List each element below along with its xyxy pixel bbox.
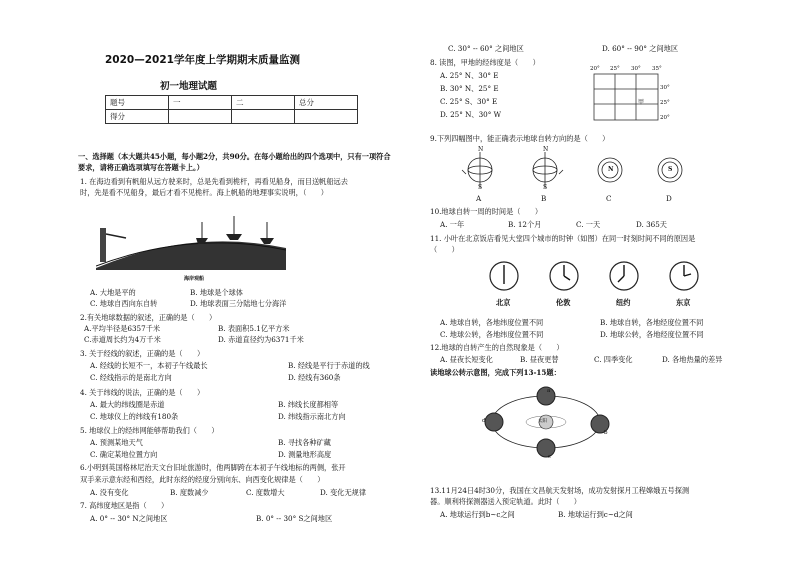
q1-stem: 1. 在海边看到有帆船从远方驶来时，总是先看到桅杆，再看见船身，而目送帆船远去 (80, 177, 348, 186)
option[interactable]: A. 没有变化 (90, 488, 129, 497)
option[interactable]: C. 25° S、30° E (440, 97, 498, 106)
q6-stem: 双手来示意东经和西经，此时东经的经度分别向东、向西变化规律是（ ） (80, 475, 325, 484)
grid-mark: 甲 (638, 99, 645, 106)
score-cell: 得分 (106, 110, 169, 124)
option[interactable]: C. 经线指示的是南北方向 (90, 373, 172, 382)
pole-label: S (668, 166, 673, 173)
option[interactable]: A. 预测某地天气 (90, 438, 143, 447)
diagram-label[interactable]: B (541, 194, 547, 203)
option[interactable]: A. 最大的纬线圈是赤道 (90, 400, 165, 409)
grid-label: 35° (652, 66, 662, 72)
q10-stem: 10.地球自转一周的时间是（ ） (430, 207, 543, 216)
option[interactable]: C.赤道周长约为4万千米 (84, 335, 161, 344)
pole-label: S (478, 184, 483, 191)
diagram-label[interactable]: C (606, 194, 612, 203)
clocks (486, 260, 726, 296)
grid-label: 30° (660, 85, 670, 91)
grid-label: 20° (590, 66, 600, 72)
score-cell[interactable] (169, 110, 232, 124)
option[interactable]: D. 地球表面三分陆地七分海洋 (190, 299, 287, 308)
diagram-label[interactable]: D (666, 194, 672, 203)
orbit-label: c (548, 454, 552, 460)
q13-stem: 器。顺利将探测器送入预定轨道。此时（ ） (430, 497, 581, 506)
option[interactable]: A. 地球运行到b~c之间 (440, 510, 515, 519)
pole-label: N (543, 146, 549, 153)
option[interactable]: B. 12个月 (508, 220, 542, 229)
exam-subtitle: 初一地理试题 (160, 81, 218, 92)
q11-stem: 11. 小叶在北京饭店看见大堂四个城市的时钟（如图）在同一时刻时间不同的原因是 (430, 234, 696, 243)
option[interactable]: B. 30° N、25° E (440, 84, 499, 93)
option[interactable]: C. 地球仪上的纬线有180条 (90, 412, 179, 421)
q7-stem: 7. 高纬度地区是指（ ） (80, 501, 169, 510)
pole-label: N (608, 166, 614, 173)
pole-label: S (543, 184, 548, 191)
score-cell: 题号 (106, 96, 169, 110)
ship-caption: 海岸观船 (184, 276, 205, 282)
option[interactable]: B. 0° -- 30° S之间地区 (256, 514, 333, 523)
orbit-label: b (604, 430, 608, 436)
option[interactable]: B. 经线是平行于赤道的线 (288, 361, 370, 370)
grid-label: 20° (660, 115, 670, 121)
score-table (105, 95, 358, 124)
option[interactable]: D. 变化无规律 (320, 488, 367, 497)
clock-city: 东京 (676, 298, 691, 307)
q11-stem: （ ） (430, 245, 459, 254)
score-cell: 一 (169, 96, 232, 110)
option[interactable]: D. 25° N、30° W (440, 110, 501, 119)
rotation-diagrams (460, 148, 710, 194)
option[interactable]: B. 表面积5.1亿平方米 (218, 324, 290, 333)
ship-illustration (96, 208, 286, 270)
score-table-row (106, 96, 358, 110)
score-cell[interactable] (232, 110, 295, 124)
option[interactable]: D. 各地热量的差异 (662, 355, 723, 364)
option[interactable]: B. 地球自转，各地经度位置不同 (600, 318, 704, 327)
orbit-label: a (547, 388, 551, 394)
q1-stem: 时，先是看不见船身，最后才看不见桅杆。海上帆船的地理事实说明，（ ） (80, 188, 328, 197)
option[interactable]: A. 大地是平的 (90, 288, 136, 297)
option[interactable]: D. 纬线指示南北方向 (278, 412, 346, 421)
option[interactable]: C. 确定某地位置方向 (90, 450, 158, 459)
q8-stem: 8. 读图，甲地的经纬度是（ ） (430, 58, 540, 67)
pole-label: N (478, 146, 484, 153)
option[interactable]: B. 地球运行到c~d之间 (558, 510, 633, 519)
q13-stem: 13.11月24日4时30分，我国在文昌航天发射场，成功发射探月工程嫦娥五号探测 (430, 486, 690, 495)
option[interactable]: A. 一年 (440, 220, 465, 229)
q6-stem: 6.小明到英国格林尼治天文台旧址旅游时，他两脚跨在本初子午线地标的两侧，张开 (80, 463, 346, 472)
option[interactable]: D. 经线有360条 (288, 373, 341, 382)
option[interactable]: C. 四季变化 (594, 355, 633, 364)
option[interactable]: B. 昼夜更替 (520, 355, 559, 364)
q2-stem: 2.有关地球数据的叙述，正确的是（ ） (80, 313, 217, 322)
q5-stem: 5. 地球仪上的经纬网能够帮助我们（ ） (80, 426, 219, 435)
clock-city: 纽约 (616, 298, 631, 307)
option[interactable]: C. 一天 (576, 220, 601, 229)
score-table-row (106, 110, 358, 124)
q3-stem: 3. 关于经线的叙述，正确的是（ ） (80, 349, 205, 358)
option[interactable]: D. 60° -- 90° 之间地区 (602, 44, 679, 53)
grid-label: 25° (660, 100, 670, 106)
left-column (78, 0, 396, 561)
grid-label: 25° (610, 66, 620, 72)
option[interactable]: D. 地球公转，各地经度位置不同 (600, 330, 704, 339)
orbit-label: d (482, 418, 486, 424)
score-cell: 二 (232, 96, 295, 110)
grid-label: 30° (631, 66, 641, 72)
exam-title: 2020—2021学年度上学期期末质量监测 (105, 54, 300, 66)
q9-stem: 9.下列四幅图中，能正确表示地球自转方向的是（ ） (430, 134, 610, 143)
q13-intro: 读地球公转示意图，完成下列13-15题： (430, 368, 561, 377)
option[interactable]: D. 测量地形高度 (278, 450, 332, 459)
option[interactable]: C. 地球公转，各地纬度位置不同 (440, 330, 544, 339)
option[interactable]: B. 地球是个球体 (190, 288, 243, 297)
option[interactable]: C. 30° -- 60° 之间地区 (448, 44, 524, 53)
option[interactable]: B. 度数减少 (170, 488, 209, 497)
option[interactable]: A. 地球自转，各地纬度位置不同 (440, 318, 544, 327)
option[interactable]: A. 25° N、30° E (440, 71, 499, 80)
option[interactable]: D. 赤道直径约为6371千米 (218, 335, 304, 344)
option[interactable]: B. 寻找各种矿藏 (278, 438, 331, 447)
option[interactable]: A. 0° -- 30° N之间地区 (90, 514, 168, 523)
option[interactable]: B. 纬线长度都相等 (278, 400, 339, 409)
earth (485, 413, 503, 431)
score-cell[interactable] (295, 110, 358, 124)
option[interactable]: C. 地球自西向东自转 (90, 299, 158, 308)
option[interactable]: A. 经线的长短不一，本初子午线最长 (90, 361, 208, 370)
score-cell: 总分 (295, 96, 358, 110)
option[interactable]: C. 度数增大 (246, 488, 285, 497)
q4-stem: 4. 关于纬线的说法，正确的是（ ） (80, 388, 205, 397)
clock-city: 伦敦 (556, 298, 571, 307)
q12-stem: 12.地球的自转产生的自然现象是（ ） (430, 343, 564, 352)
option[interactable]: D. 365天 (636, 220, 667, 229)
earth (537, 387, 555, 405)
option[interactable]: A. 昼夜长短变化 (440, 355, 493, 364)
right-column (430, 0, 770, 561)
sun-label: 太阳 (538, 419, 547, 424)
diagram-label[interactable]: A (476, 194, 482, 203)
section-heading: 一、选择题（本大题共45小题，每小题2分，共90分。在每小题给出的四个选项中，只有一项符合要求，请将正确选项填写在答题卡上。） (78, 152, 391, 172)
option[interactable]: A.平均半径是6357千米 (84, 324, 161, 333)
earth (537, 439, 555, 457)
clock-city: 北京 (496, 298, 511, 307)
